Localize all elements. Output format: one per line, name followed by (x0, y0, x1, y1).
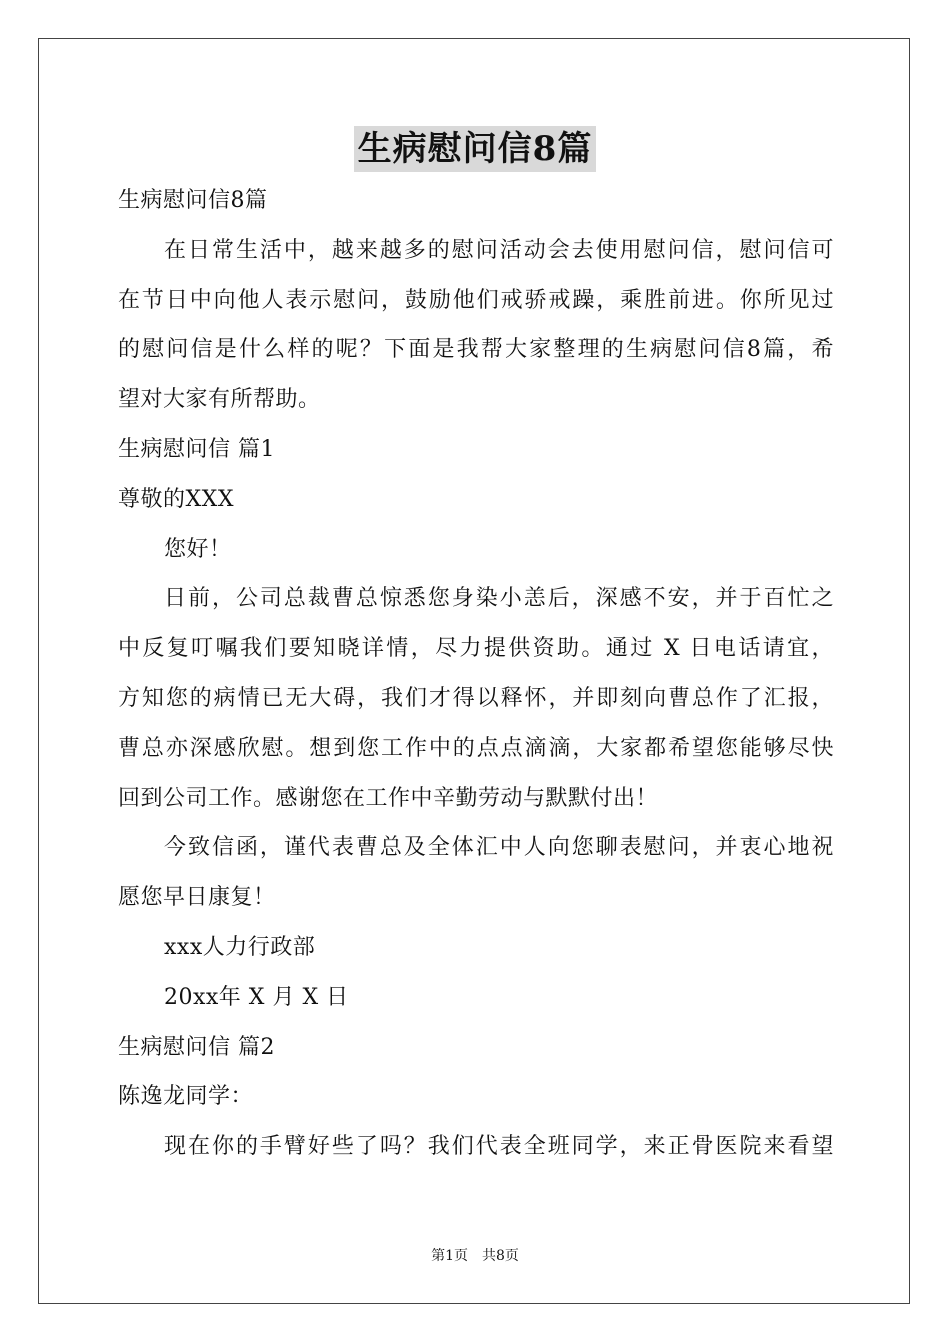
text-line: 生病慰问信8篇 (118, 188, 268, 213)
text-line: 今致信函，谨代表曹总及全体汇中人向您聊表慰问，并衷心地祝 (164, 835, 834, 861)
page-footer (0, 1246, 950, 1266)
text-line: 尊敬的XXX (118, 486, 234, 512)
text-line: xxx人力行政部 (164, 934, 316, 960)
text-line: 在日常生活中，越来越多的慰问活动会去使用慰问信，慰问信可 (164, 237, 834, 263)
text-line: 愿您早日康复！ (118, 885, 276, 911)
document-body (118, 176, 834, 1172)
text-line: 望对大家有所帮助。 (118, 387, 321, 413)
text-line: 生病慰问信 篇2 (118, 1034, 275, 1060)
text-line: 您好！ (164, 536, 232, 562)
text-line: 方知您的病情已无大碍，我们才得以释怀，并即刻向曹总作了汇报， (118, 685, 834, 711)
text-line: 中反复叮嘱我们要知晓详情，尽力提供资助。通过 X 日电话请宜， (118, 636, 834, 662)
text-line: 20xx年 X 月 X 日 (164, 984, 349, 1010)
text-line: 陈逸龙同学： (118, 1084, 254, 1110)
page-number-total: 共8页 (482, 1248, 519, 1264)
text-line: 曹总亦深感欣慰。想到您工作中的点点滴滴，大家都希望您能够尽快 (118, 735, 834, 761)
text-line: 日前，公司总裁曹总惊悉您身染小恙后，深感不安，并于百忙之 (164, 586, 834, 612)
text-line: 回到公司工作。感谢您在工作中辛勤劳动与默默付出！ (118, 785, 659, 811)
text-line: 现在你的手臂好些了吗？我们代表全班同学，来正骨医院来看望 (164, 1134, 834, 1160)
document-title: 生病慰问信8篇 (354, 126, 597, 172)
text-line: 生病慰问信 篇1 (118, 436, 275, 462)
text-line: 在节日中向他人表示慰问，鼓励他们戒骄戒躁，乘胜前进。你所见过 (118, 287, 834, 313)
text-line: 的慰问信是什么样的呢？下面是我帮大家整理的生病慰问信8篇，希 (118, 337, 834, 363)
title-container (0, 126, 950, 172)
page-number-current: 第1页 (431, 1248, 468, 1264)
